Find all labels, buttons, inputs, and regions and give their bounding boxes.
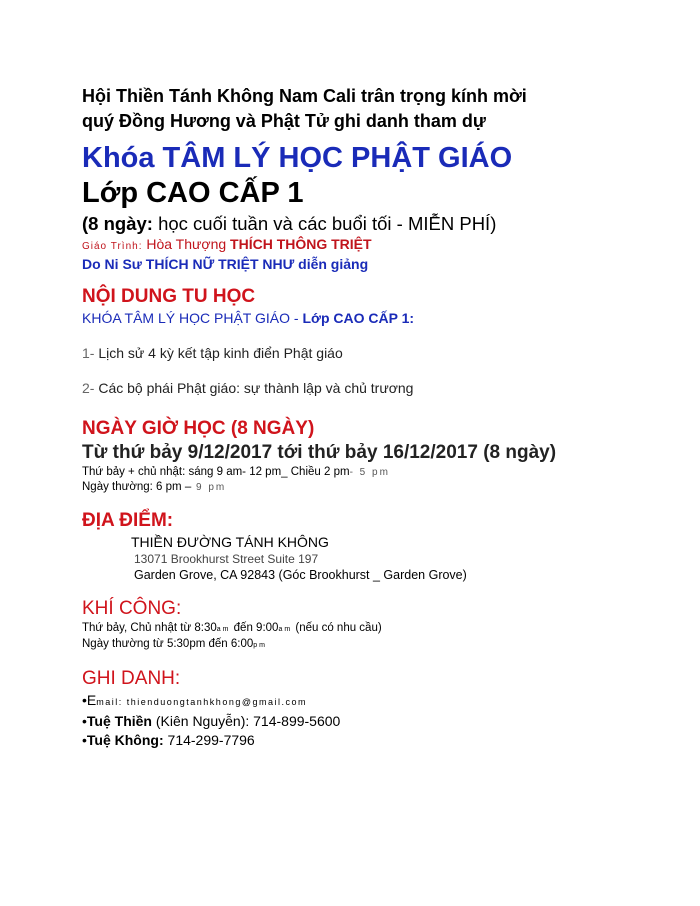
schedule-heading: NGÀY GIỜ HỌC (8 NGÀY) — [82, 418, 315, 439]
schedule-weekday-text: Ngày thường: 6 pm – — [82, 481, 192, 493]
schedule-weekend — [82, 465, 682, 480]
content-item-2-text: Các bộ phái Phật giáo: sự thành lập và chủ trương — [98, 380, 414, 396]
content-sub-dash: - — [289, 310, 303, 326]
content-sub-course: KHÓA TÂM LÝ HỌC PHẬT GIÁO — [82, 310, 290, 326]
register-contact-1 — [82, 712, 682, 731]
qigong-weekend-start: Thứ bảy, Chủ nhật từ 8:30 — [82, 622, 217, 634]
duration-rest: học cuối tuần và các buổi tối - MIỄN PHÍ) — [152, 213, 497, 234]
invitation-line-2: quý Đồng Hương và Phật Tử ghi danh tham dự — [82, 111, 486, 131]
presenter-line: Do Ni Sư THÍCH NỮ TRIỆT NHƯ diễn giảng — [82, 256, 369, 272]
content-item-1-num: 1- — [82, 345, 99, 361]
course-title: Khóa TÂM LÝ HỌC PHẬT GIÁO — [82, 142, 513, 174]
schedule-weekday — [82, 480, 682, 495]
contact-1-name: Tuệ Thiền — [86, 713, 152, 729]
location-street: 13071 Brookhurst Street Suite 197 — [134, 552, 319, 566]
location-heading: ĐỊA ĐIỂM: — [82, 510, 174, 531]
bullet-icon: • — [82, 732, 87, 748]
teacher-title: Hòa Thượng — [142, 236, 231, 252]
content-item-1-text: Lịch sử 4 kỳ kết tập kinh điển Phật giáo — [98, 345, 343, 361]
qigong-heading: KHÍ CÔNG: — [82, 598, 182, 619]
duration-bold: (8 ngày: — [82, 213, 153, 234]
teacher-line — [82, 236, 682, 255]
content-item-1 — [82, 344, 682, 362]
invitation-line-1: Hội Thiền Tánh Không Nam Cali trân trọng kính mời — [82, 86, 527, 106]
content-item-2 — [82, 379, 682, 397]
schedule-range: Từ thứ bảy 9/12/2017 tới thứ bảy 16/12/2017 (8 ngày) — [82, 442, 557, 463]
email-cap: E — [86, 692, 97, 708]
class-title: Lớp CAO CẤP 1 — [82, 177, 304, 209]
bullet-icon: • — [82, 713, 87, 729]
location-name: THIỀN ĐƯỜNG TÁNH KHÔNG — [131, 534, 329, 550]
schedule-weekday-end: 9 pm — [191, 482, 227, 493]
schedule-weekend-text: Thứ bảy + chủ nhật: sáng 9 am- 12 pm_ Chiều 2 pm — [82, 466, 350, 478]
teacher-label: Giáo Trình: — [82, 241, 143, 252]
content-heading: NỘI DUNG TU HỌC — [82, 286, 256, 307]
content-subtitle — [82, 309, 682, 327]
location-city: Garden Grove, CA 92843 (Góc Brookhurst _ Garden Grove) — [134, 568, 467, 582]
contact-2-name: Tuệ Không: — [86, 732, 164, 748]
qigong-weekend-end-ampm: am — [278, 626, 293, 633]
duration-note — [82, 212, 682, 236]
qigong-weekday — [82, 637, 682, 653]
register-contact-2 — [82, 731, 682, 750]
content-item-2-num: 2- — [82, 380, 99, 396]
flyer — [82, 84, 682, 750]
qigong-weekday-ampm: pm — [253, 642, 267, 649]
email-address[interactable]: mail: thienduongtanhkhong@gmail.com — [96, 697, 307, 707]
qigong-weekend-note: (nếu có nhu cầu) — [292, 622, 382, 634]
teacher-name: THÍCH THÔNG TRIỆT — [230, 236, 372, 252]
register-heading: GHI DANH: — [82, 668, 181, 689]
schedule-weekend-end: - 5 pm — [349, 467, 390, 478]
qigong-weekend-end: đến 9:00 — [230, 622, 279, 634]
register-email — [82, 691, 682, 712]
contact-2-phone: 714-299-7796 — [163, 732, 255, 748]
content-sub-class: Lớp CAO CẤP 1: — [302, 310, 415, 326]
bullet-icon: • — [82, 692, 87, 708]
qigong-weekend — [82, 621, 682, 637]
contact-1-phone: (Kiên Nguyễn): 714-899-5600 — [151, 713, 341, 729]
qigong-weekday-text: Ngày thường từ 5:30pm đến 6:00 — [82, 638, 254, 650]
qigong-weekend-start-ampm: am — [216, 626, 231, 633]
